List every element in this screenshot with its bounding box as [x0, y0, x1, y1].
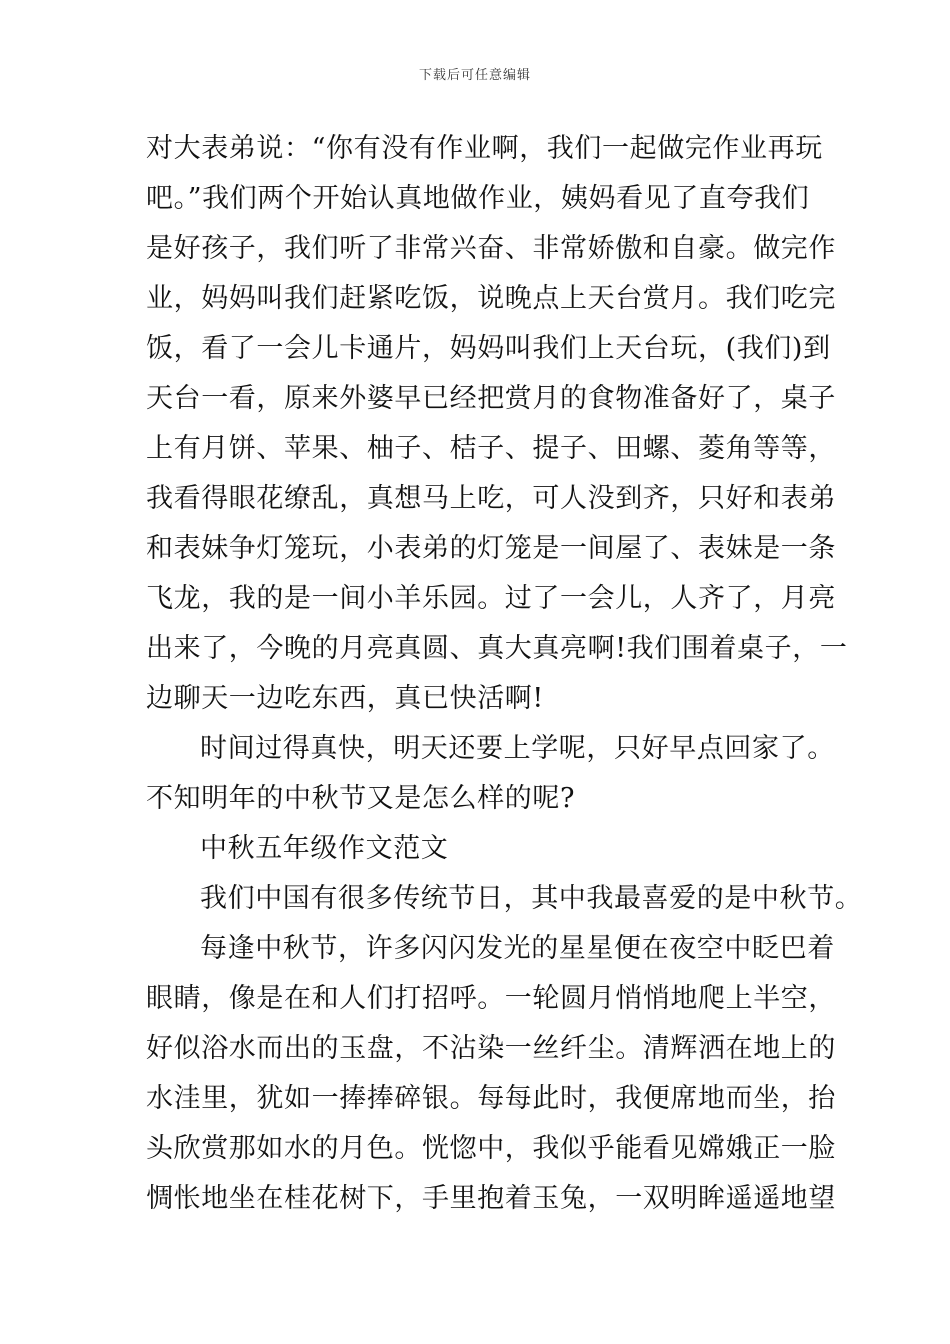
text-line: 出来了，今晚的月亮真圆、真大真亮啊!我们围着桌子，一	[146, 633, 848, 664]
text-line: 天台一看，原来外婆早已经把赏月的食物准备好了，桌子	[146, 383, 836, 414]
text-line: 饭，看了一会儿卡通片，妈妈叫我们上天台玩，(我们)到	[146, 333, 831, 364]
text-line: 头欣赏那如水的月色。恍惚中，我似乎能看见嫦娥正一脸	[146, 1133, 836, 1164]
section-heading: 中秋五年级作文范文	[200, 833, 449, 864]
text-line: 吧。”我们两个开始认真地做作业，姨妈看见了直夸我们	[146, 183, 810, 214]
text-line: 好似浴水而出的玉盘，不沾染一丝纤尘。清辉洒在地上的	[146, 1033, 836, 1064]
text-line: 业，妈妈叫我们赶紧吃饭，说晚点上天台赏月。我们吃完	[146, 283, 836, 314]
text-line: 我看得眼花缭乱，真想马上吃，可人没到齐，只好和表弟	[146, 483, 836, 514]
text-line: 上有月饼、苹果、柚子、桔子、提子、田螺、菱角等等，	[146, 433, 836, 464]
text-line: 和表妹争灯笼玩，小表弟的灯笼是一间屋了、表妹是一条	[146, 533, 836, 564]
text-line: 对大表弟说：“你有没有作业啊，我们一起做完作业再玩	[146, 133, 823, 164]
text-line: 飞龙，我的是一间小羊乐园。过了一会儿，人齐了，月亮	[146, 583, 836, 614]
text-line: 是好孩子，我们听了非常兴奋、非常娇傲和自豪。做完作	[146, 233, 836, 264]
text-line: 惆怅地坐在桂花树下，手里抱着玉兔，一双明眸遥遥地望	[146, 1183, 836, 1214]
paragraph-start-line: 时间过得真快，明天还要上学呢，只好早点回家了。	[200, 733, 835, 764]
page-header: 下载后可任意编辑	[418, 68, 531, 83]
text-line: 不知明年的中秋节又是怎么样的呢?	[146, 783, 576, 814]
text-line: 水洼里，犹如一捧捧碎银。每每此时，我便席地而坐，抬	[146, 1083, 836, 1114]
paragraph-start-line: 每逢中秋节，许多闪闪发光的星星便在夜空中眨巴着	[200, 933, 835, 964]
document-body	[146, 124, 863, 1224]
paragraph-start-line: 我们中国有很多传统节日，其中我最喜爱的是中秋节。	[200, 883, 863, 914]
text-line: 边聊天一边吃东西，真已快活啊!	[146, 683, 544, 714]
text-line: 眼睛，像是在和人们打招呼。一轮圆月悄悄地爬上半空，	[146, 983, 836, 1014]
